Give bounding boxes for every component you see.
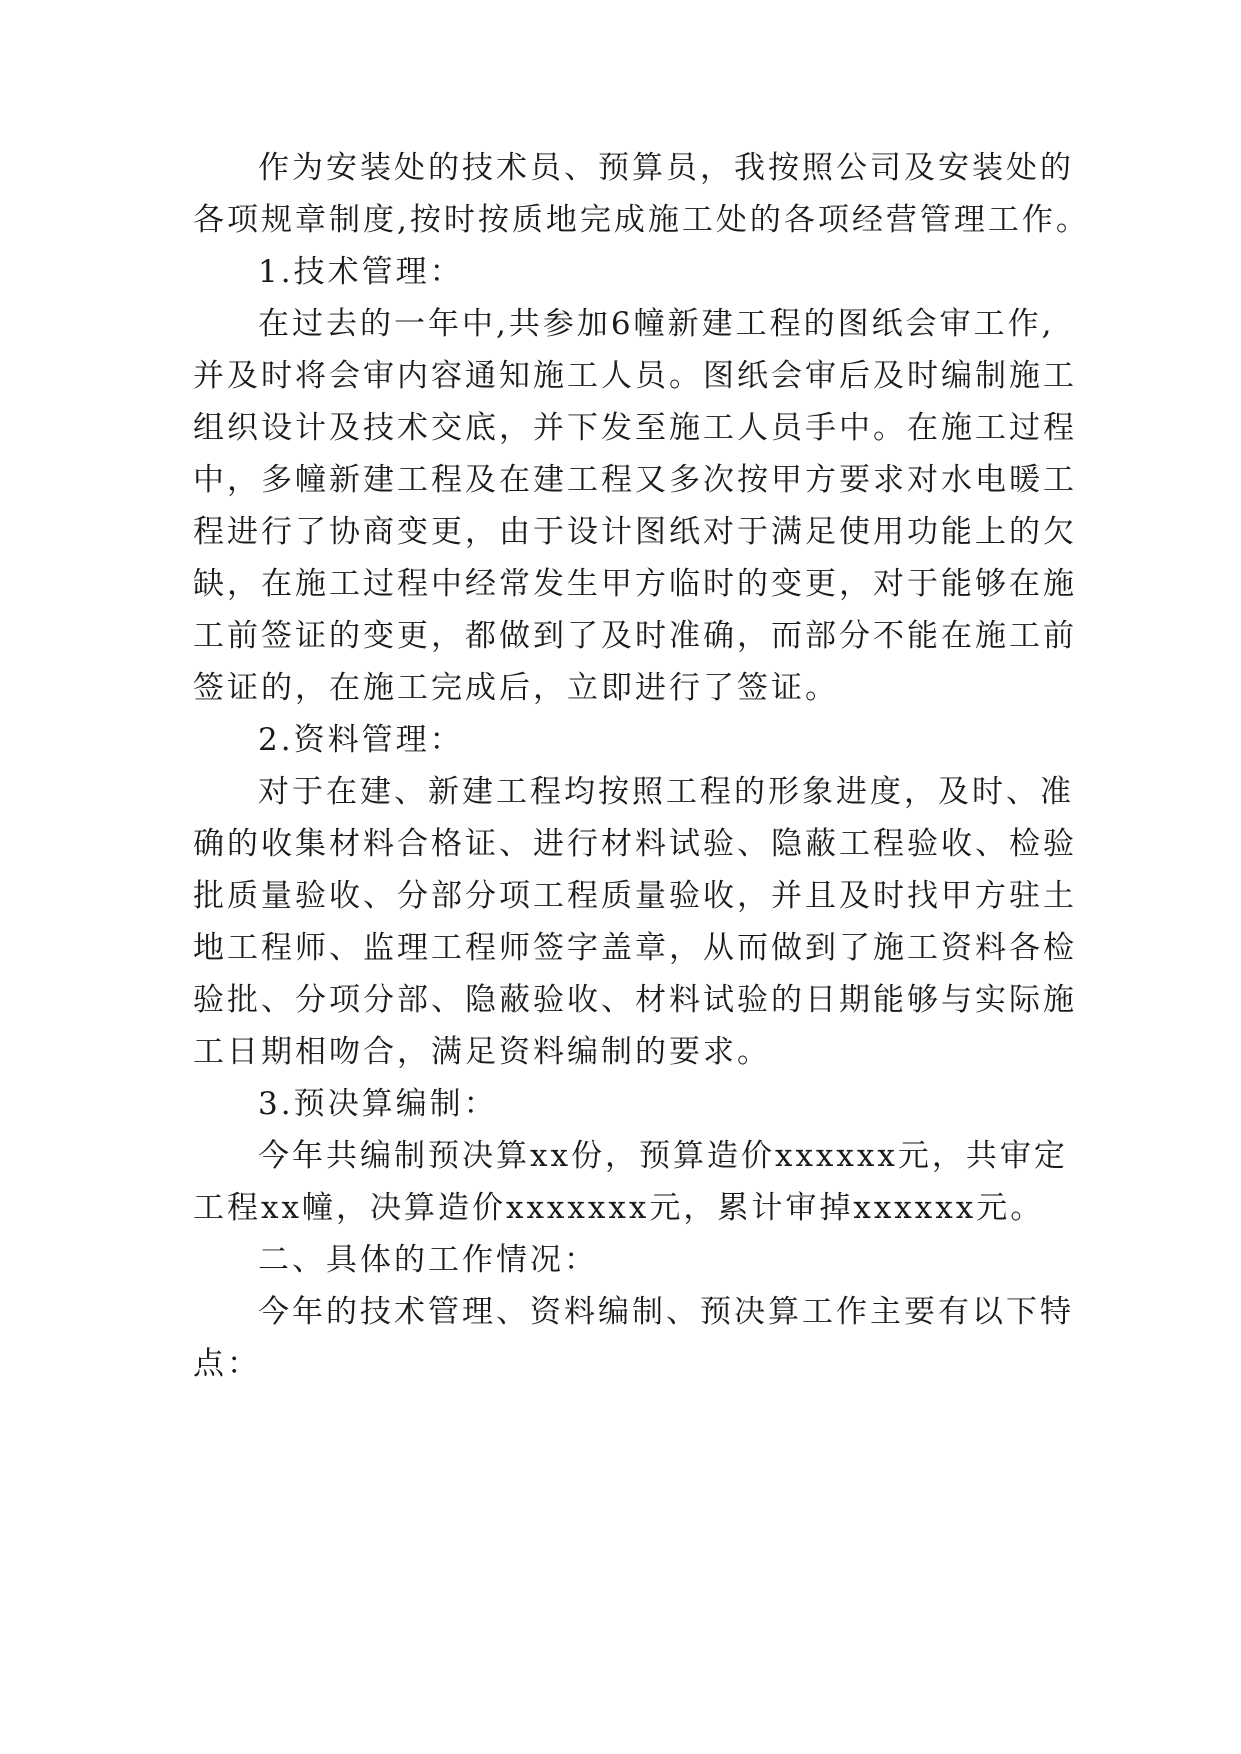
paragraph-line: 组织设计及技术交底，并下发至施工人员手中。在施工过程 (193, 410, 1077, 446)
paragraph-line: 验批、分项分部、隐蔽验收、材料试验的日期能够与实际施 (193, 982, 1077, 1018)
paragraph-line: 批质量验收、分部分项工程质量验收，并且及时找甲方驻土 (193, 878, 1077, 914)
section-heading: 1.技术管理： (258, 254, 464, 290)
section-heading: 二、具体的工作情况： (258, 1242, 598, 1278)
section-heading: 2.资料管理： (258, 722, 464, 758)
paragraph-line: 各项规章制度,按时按质地完成施工处的各项经营管理工作。 (193, 202, 1090, 238)
paragraph-line: 今年共编制预决算xx份，预算造价xxxxxx元，共审定 (258, 1138, 1068, 1174)
paragraph-line: 工程xx幢，决算造价xxxxxxx元，累计审掉xxxxxx元。 (193, 1190, 1045, 1226)
paragraph-line: 在过去的一年中,共参加6幢新建工程的图纸会审工作, (258, 306, 1055, 342)
paragraph-line: 作为安装处的技术员、预算员，我按照公司及安装处的 (258, 150, 1074, 186)
paragraph-line: 程进行了协商变更，由于设计图纸对于满足使用功能上的欠 (193, 514, 1077, 550)
paragraph-line: 工前签证的变更，都做到了及时准确，而部分不能在施工前 (193, 618, 1077, 654)
paragraph-line: 点： (193, 1346, 261, 1382)
paragraph-line: 中，多幢新建工程及在建工程又多次按甲方要求对水电暖工 (193, 462, 1077, 498)
paragraph-line: 并及时将会审内容通知施工人员。图纸会审后及时编制施工 (193, 358, 1077, 394)
paragraph-line: 对于在建、新建工程均按照工程的形象进度，及时、准 (258, 774, 1074, 810)
paragraph-line: 工日期相吻合，满足资料编制的要求。 (193, 1034, 771, 1070)
paragraph-line: 签证的，在施工完成后，立即进行了签证。 (193, 670, 839, 706)
paragraph-line: 确的收集材料合格证、进行材料试验、隐蔽工程验收、检验 (193, 826, 1077, 862)
paragraph-line: 今年的技术管理、资料编制、预决算工作主要有以下特 (258, 1294, 1074, 1330)
section-heading: 3.预决算编制： (258, 1086, 498, 1122)
paragraph-line: 缺，在施工过程中经常发生甲方临时的变更，对于能够在施 (193, 566, 1077, 602)
paragraph-line: 地工程师、监理工程师签字盖章，从而做到了施工资料各检 (193, 930, 1077, 966)
